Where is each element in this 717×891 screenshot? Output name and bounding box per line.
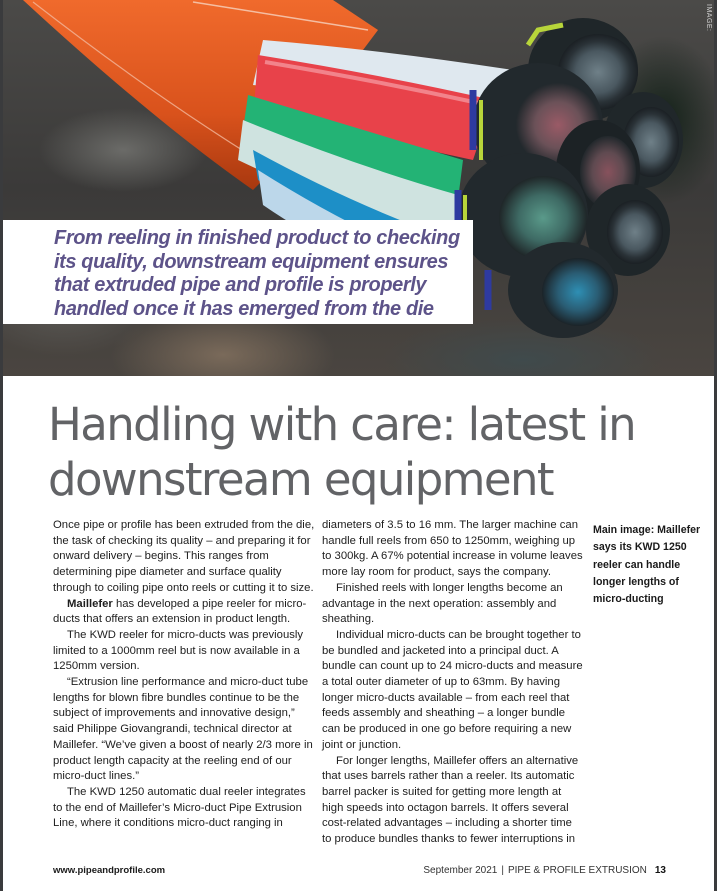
footer-folio — [423, 865, 666, 876]
body-column-1 — [53, 518, 315, 832]
image-caption: Main image: Maillefer says its KWD 1250 reeler can handle longer lengths of micro-ducting — [593, 524, 701, 606]
duct-caps — [458, 18, 683, 338]
paragraph: Maillefer has developed a pipe reeler for micro-ducts that offers an extension in product length. — [53, 597, 307, 626]
image-credit: IMAGE: — [705, 4, 712, 32]
paragraph: The KWD reeler for micro-ducts was previously limited to a 1000mm reel but is now available in a 1250mm version. — [53, 628, 304, 673]
standfirst-box — [3, 220, 473, 324]
body-column-2 — [322, 518, 584, 848]
page-number: 13 — [654, 865, 666, 876]
magazine-page — [3, 0, 714, 891]
footer-website-link[interactable]: www.pipeandprofile.com — [53, 865, 166, 876]
paragraph: diameters of 3.5 to 16 mm. The larger machine can handle full reels from 650 to 1250mm, weighing up to 300kg. A 67% potential increase in volume leaves more lay room for product, says the company. — [322, 519, 583, 579]
company-name: Maillefer — [67, 597, 113, 610]
paragraph: The KWD 1250 automatic dual reeler integrates to the end of Maillefer’s Micro-duct Pipe Extrusion Line, where it conditions micro-duct ranging in — [53, 785, 306, 830]
issue-date: September 2021 — [423, 865, 498, 876]
publication-name: PIPE & PROFILE EXTRUSION — [507, 865, 647, 876]
hero-image — [3, 0, 714, 376]
paragraph: Finished reels with longer lengths become an advantage in the next operation: assembly and sheathing. — [322, 581, 563, 626]
paragraph: Individual micro-ducts can be brought together to be bundled and jacketed into a principal duct. A bundle can count up to 24 micro-ducts and measure a total outer diameter of up to 63mm. By having longer micro-ducts available – from each reel that feeds assembly and sheathing – a longer bundle can be produced in one go before requiring a new joint or junction. — [322, 628, 583, 751]
paragraph: “Extrusion line performance and micro-duct tube lengths for blown fibre bundles continue to be the subject of improvements and innovative design,” said Philippe Giovangrandi, technical director at Maillefer. “We’ve given a boost of nearly 2/3 more in product length capacity at the reeling end of our micro-duct lines.” — [53, 676, 313, 783]
paragraph: Once pipe or profile has been extruded from the die, the task of checking its quality – and preparing it for onward delivery – begins. This ranges from determining pipe diameter and surface quality through to coiling pipe onto reels or cutting it to size. — [53, 519, 315, 594]
folio-separator: | — [501, 865, 504, 876]
paragraph: For longer lengths, Maillefer offers an alternative that uses barrels rather than a reeler. Its automatic barrel packer is suited for getting more length at high speeds into octagon barrels. It offers several cost-related advantages – including a shorter time to produce bundles thanks to fewer interruptions in — [322, 754, 579, 846]
standfirst-text: From reeling in finished product to checking its quality, downstream equipment ensures that extruded pipe and profile is properly handled once it has emerged from the die — [54, 227, 460, 320]
article-headline: Handling with care: latest in downstream equipment — [48, 398, 636, 506]
